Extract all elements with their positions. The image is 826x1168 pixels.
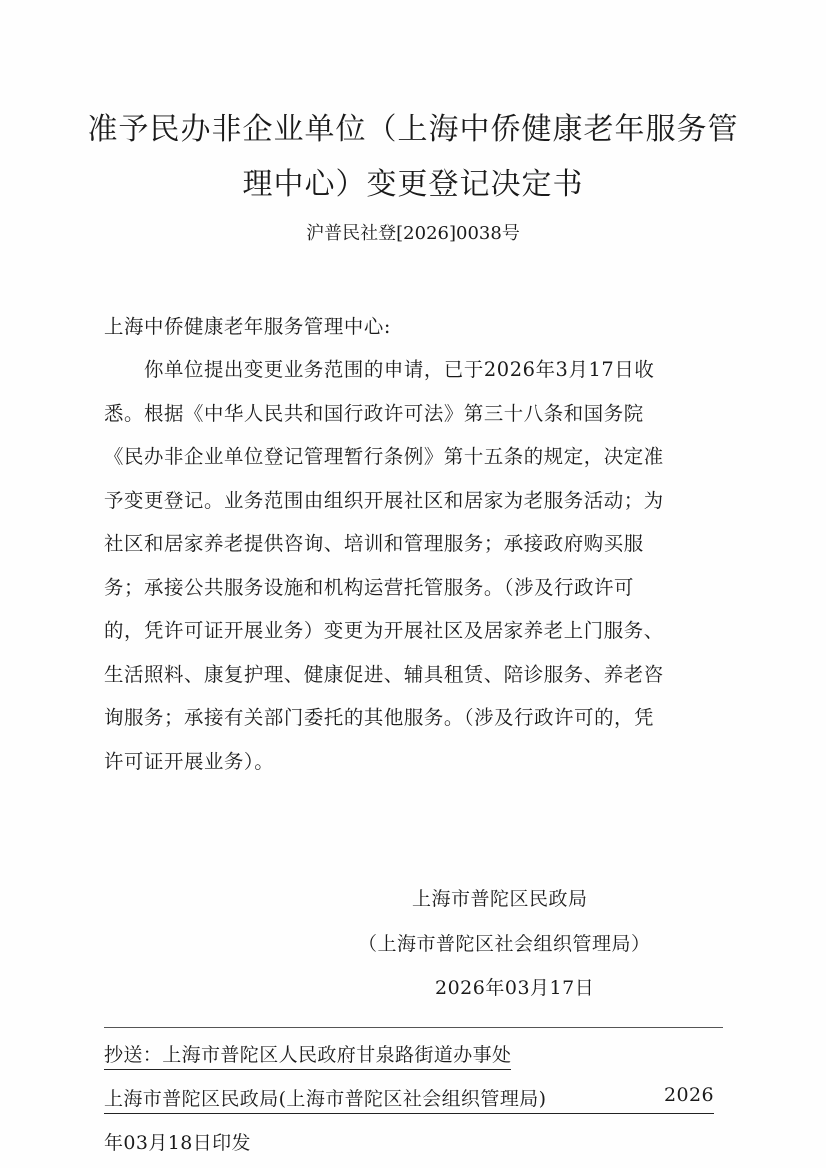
document-number: 沪普民社登[2026]0038号 [306,223,520,244]
body-line: 许可证开展业务）。 [104,750,275,773]
cc-recipient: 抄送：上海市普陀区人民政府甘泉路街道办事处 [104,1040,511,1070]
print-date: 年03月18日印发 [104,1132,251,1154]
cc-issuer-name: 上海市普陀区民政局(上海市普陀区社会组织管理局) [104,1088,547,1110]
body-line: 悉。根据《中华人民共和国行政许可法》第三十八条和国务院 [104,402,644,425]
body-line: 上海中侨健康老年服务管理中心: [104,315,392,338]
body-line: 务；承接公共服务设施和机构运营托管服务。（涉及行政许可 [104,576,635,599]
issue-date: 2026年03月17日 [435,977,595,999]
body-line: 生活照料、康复护理、健康促进、辅具租赁、陪诊服务、养老咨 [104,663,664,686]
print-year: 2026 [664,1084,714,1106]
document-title-line-2: 理中心）变更登记决定书 [242,167,584,202]
body-line: 予变更登记。业务范围由组织开展社区和居家为老服务活动；为 [104,489,664,512]
cc-issuer [104,1084,714,1114]
body-line: 你单位提出变更业务范围的申请，已于2026年3月17日收 [104,358,655,381]
body-line: 的，凭许可证开展业务）变更为开展社区及居家养老上门服务、 [104,619,664,642]
body-line: 社区和居家养老提供咨询、培训和管理服务；承接政府购买服 [104,532,644,555]
body-line: 询服务；承接有关部门委托的其他服务。（涉及行政许可的，凭 [104,706,655,729]
body-line: 《民办非企业单位登记管理暂行条例》第十五条的规定，决定准 [104,445,664,468]
issuer-name: 上海市普陀区民政局 [412,888,588,910]
divider [104,1027,723,1028]
issuer-alt-name: （上海市普陀区社会组织管理局） [358,933,651,955]
document-title-line-1: 准予民办非企业单位（上海中侨健康老年服务管 [87,112,739,147]
